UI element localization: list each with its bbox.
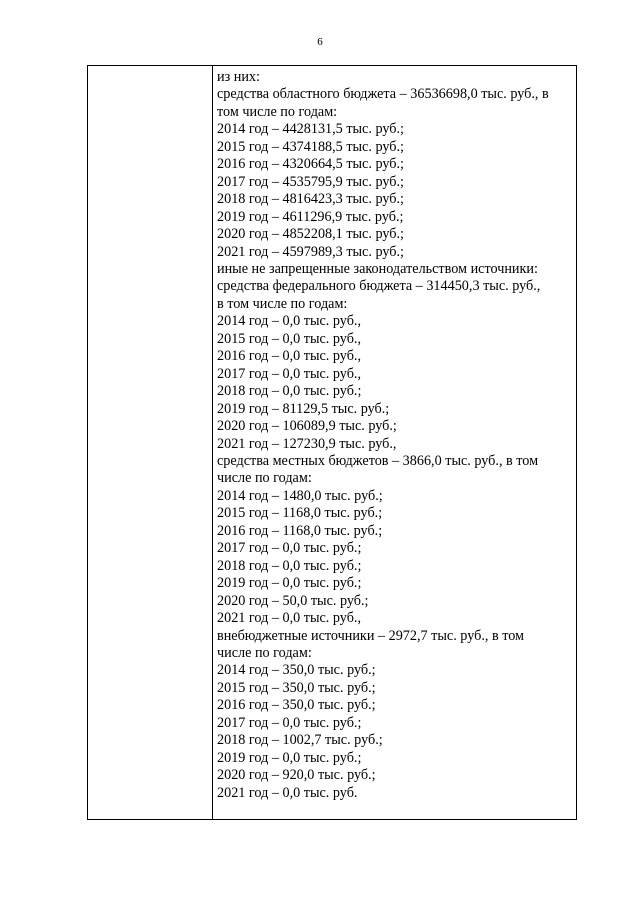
- text-line: 2019 год – 81129,5 тыс. руб.;: [217, 400, 390, 417]
- text-line: средства областного бюджета – 36536698,0 тыс. руб., в: [217, 86, 549, 103]
- text-line: 2014 год – 350,0 тыс. руб.;: [217, 662, 376, 679]
- text-line: 2017 год – 0,0 тыс. руб.,: [217, 365, 362, 382]
- text-line: средства местных бюджетов – 3866,0 тыс. руб., в том: [217, 452, 539, 469]
- text-line: 2016 год – 350,0 тыс. руб.;: [217, 697, 376, 714]
- text-line: 2021 год – 0,0 тыс. руб.,: [217, 610, 362, 627]
- text-line: 2020 год – 50,0 тыс. руб.;: [217, 592, 369, 609]
- text-line: том числе по годам:: [217, 103, 338, 120]
- text-line: 2016 год – 1168,0 тыс. руб.;: [217, 522, 383, 539]
- text-line: 2020 год – 4852208,1 тыс. руб.;: [217, 226, 404, 243]
- text-line: средства федерального бюджета – 314450,3 тыс. руб.,: [217, 278, 541, 295]
- text-line: 2016 год – 4320664,5 тыс. руб.;: [217, 156, 404, 173]
- text-line: 2018 год – 1002,7 тыс. руб.;: [217, 732, 383, 749]
- text-line: 2015 год – 1168,0 тыс. руб.;: [217, 505, 383, 522]
- text-line: числе по годам:: [217, 644, 312, 661]
- text-line: 2020 год – 106089,9 тыс. руб.;: [217, 418, 397, 435]
- text-line: из них:: [217, 69, 260, 85]
- text-line: 2014 год – 1480,0 тыс. руб.;: [217, 487, 383, 504]
- text-line: 2019 год – 4611296,9 тыс. руб.;: [217, 208, 404, 225]
- left-cell: [88, 66, 213, 820]
- text-line: 2015 год – 0,0 тыс. руб.,: [217, 330, 362, 347]
- text-line: 2014 год – 0,0 тыс. руб.,: [217, 313, 362, 330]
- text-line: 2018 год – 0,0 тыс. руб.;: [217, 557, 362, 574]
- text-line: 2015 год – 4374188,5 тыс. руб.;: [217, 138, 404, 155]
- text-line: 2020 год – 920,0 тыс. руб.;: [217, 767, 376, 784]
- text-line: внебюджетные источники – 2972,7 тыс. руб., в том: [217, 627, 525, 644]
- text-line: 2021 год – 4597989,3 тыс. руб.;: [217, 243, 404, 260]
- page-number: 6: [317, 36, 323, 48]
- text-line: 2017 год – 4535795,9 тыс. руб.;: [217, 173, 404, 190]
- funding-text-lines: [217, 66, 572, 802]
- right-cell: [213, 66, 577, 820]
- text-line: 2015 год – 350,0 тыс. руб.;: [217, 679, 376, 696]
- funding-table: [87, 65, 577, 820]
- text-line: 2021 год – 0,0 тыс. руб.: [217, 784, 358, 801]
- text-line: 2018 год – 0,0 тыс. руб.;: [217, 383, 362, 400]
- text-line: числе по годам:: [217, 470, 312, 487]
- text-line: 2019 год – 0,0 тыс. руб.;: [217, 575, 362, 592]
- text-line: 2017 год – 0,0 тыс. руб.;: [217, 540, 362, 557]
- text-line: в том числе по годам:: [217, 295, 348, 312]
- text-line: 2019 год – 0,0 тыс. руб.;: [217, 749, 362, 766]
- text-line: 2014 год – 4428131,5 тыс. руб.;: [217, 121, 404, 138]
- text-line: 2017 год – 0,0 тыс. руб.;: [217, 714, 362, 731]
- text-line: 2021 год – 127230,9 тыс. руб.,: [217, 435, 397, 452]
- text-line: 2018 год – 4816423,3 тыс. руб.;: [217, 191, 404, 208]
- table-row: [88, 66, 577, 820]
- text-line: иные не запрещенные законодательством источники:: [217, 260, 538, 277]
- text-line: 2016 год – 0,0 тыс. руб.,: [217, 348, 362, 365]
